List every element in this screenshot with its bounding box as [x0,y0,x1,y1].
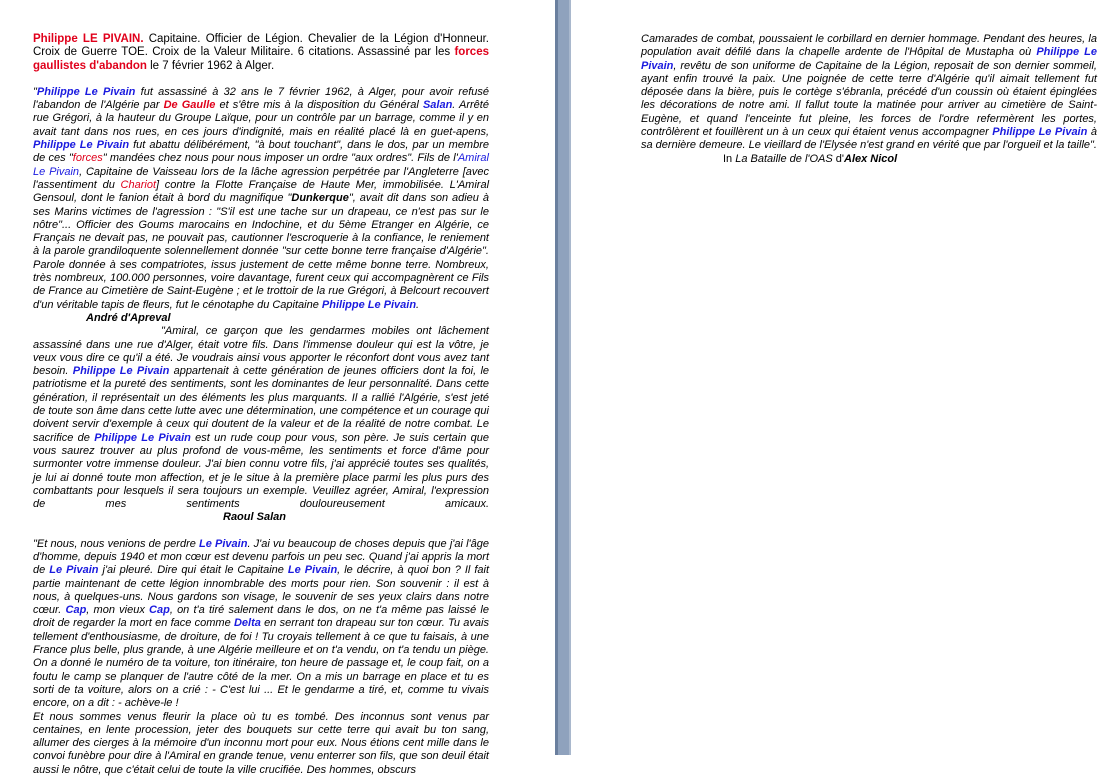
author-name: Alex Nicol [844,152,898,165]
name-highlight: Philippe Le Pivain [94,431,191,444]
name-highlight: Philippe Le Pivain [72,365,170,378]
text-run: , on t'a tiré salement dans le dos, on ne t'a même pas laissé le droit de regarder la mort en face comme [33,604,489,630]
quote-mark: " [33,85,37,98]
heading-name: Philippe LE PIVAIN. [33,33,144,45]
text-run: , mon vieux [86,604,150,617]
text-run: . Arrêté rue Grégori, à la hauteur du Groupe Laïque, pour un contrôle par un barrage, comme il y en avait tant dans nos rues, en ces jours d'indignité, mais en réalité placé là en guet-apens, [33,99,489,138]
credit-prefix: In [723,152,736,165]
text-run: Camarades de combat, poussaient le corbillard en dernier hommage. Pendant des heures, la population avait défilé dans la chapelle ardente de l'Hôpital de Mustapha où [641,33,1097,59]
heading-forces: forces gaullistes d'abandon [33,46,489,72]
tribute-paragraph [33,538,489,711]
name-highlight: Le Pivain [287,564,338,577]
text-run: , revêtu de son uniforme de Capitaine de la Légion, reposait de son dernier sommeil, ayant enfin trouvé la paix. Une poignée de cette terre d'Algérie qu'il aimait tellement fut déposée dans la bière, puis le cortège s'ébranla, précédé d'un coussin où étaient épinglées les décorations de notre ami. Il fallut toute la matinée pour arriver au cimetière de Saint-Eugène, et quand l'enceinte fut pleine, les forces de l'ordre refermèrent les portes, contrôlèrent et fouillèrent un à un ceux qui étaient venus accompagner [641,59,1097,139]
heading-text: Capitaine. Officier de Légion. Chevalier de la Légion d'Honneur. Croix de Guerre TOE. Croix de la Valeur Militaire. 6 citations. Assassiné par les [33,33,489,59]
book-title: La Bataille de l'OAS [735,152,833,165]
text-run: ", avait dit dans son adieu à ses Marins victimes de l'agression : "S'il est une tache sur un drapeau, ce n'est pas sur le nôtre"... Officier des Goums marocains en Indochine, et du 5ème Etranger en Algérie, ce Français ne devait pas, ne pouvait pas, cautionner l'escroquerie à la confiance, le reniement à la parole grandiloquente solennellement donnée "sur cette bonne terre française d'Algérie". Parole donnée à ses compatriotes, issus justement de cette même bonne terre. Nombreux, très nombreux, 100.000 personnes, voire davantage, furent ceux qui accompagnèrent ce Fils de France au Cimetière de Saint-Eugène ; et le trottoir de la rue Grégori, à Belcourt recouvert d'un véritable tapis de fleurs, fut le cénotaphe du Capitaine [33,192,489,311]
page-gutter [555,0,571,755]
signature-andre: André d'Apreval [86,311,171,324]
amiral-highlight: Amiral Le Pivain [33,152,489,178]
text-run: ] contre la Flotte Française de Haute Mer, immobilisée. L'Amiral Gensoul, dont le fanion était à bord du magnifique " [33,178,490,205]
funeral-paragraph: Et nous sommes venus fleurir la place où tu es tombé. Des inconnus sont venus par centaines, en lente procession, jeter des bouquets sur cette terre qui avait bu ton sang, allumer des cierges à la mémoire d'un inconnu mort pour eux. Nous étions cent mille dans le convoi funèbre pour dire à l'Amiral en grande tenue, venu enterrer son fils, que son deuil était aussi le nôtre, que c'était celui de toute la ville crucifiée. Des hommes, obscurs [33,710,489,776]
text-run: "Amiral, ce garçon que les gendarmes mobiles ont lâchement assassiné dans une rue d'Alger, était votre fils. Dans l'immense douleur qui est la vôtre, je veux vous dire ce qu'il a été. Je voudrais ainsi vous apporter le réconfort dont vous avez tant besoin. [33,325,489,378]
chariot-highlight: Chariot [120,178,157,191]
cap-highlight: Cap [65,604,87,617]
text-run: j'ai pleuré. Dire qui était le Capitaine [98,564,288,577]
name-highlight: Philippe Le Pivain [33,139,130,152]
text-run: appartenait à cette génération de jeunes officiers dont la foi, le patriotisme et la pureté des sentiments, sont les dominantes de leur personnalité. Dans cette génération, il représentait un des éléments les plus marquants. Il a rallié l'Algérie, s'est jeté de toute son âme dans cette lutte avec une détermination, une compétence et un courage qui doivent servir d'exemple à ceux qui doutent de la valeur et de la réalité de notre combat. Le sacrifice de [33,365,489,444]
salan-letter-paragraph [33,325,489,524]
name-highlight: Philippe Le Pivain [321,298,417,311]
text-run: fut assassiné à 32 ans le 7 février 1962, à Alger, pour avoir refusé l'abandon de l'Algérie par [33,85,489,112]
text-run: . [416,298,420,311]
biography-paragraph [33,86,489,312]
name-highlight: Le Pivain [199,537,248,550]
signature-raoul: Raoul Salan [223,511,286,524]
text-run: et s'être mis à la disposition du Général [215,99,423,112]
continuation-paragraph [641,33,1097,153]
credit-mid: d' [832,152,845,165]
left-page [0,0,555,776]
degaulle-highlight: De Gaulle [163,99,216,112]
name-highlight: Philippe Le Pivain [641,46,1097,72]
name-highlight: Philippe Le Pivain [992,126,1088,139]
heading-date: le 7 février 1962 à Alger. [146,59,275,72]
text-run: est un rude coup pour vous, son père. Je suis certain que vous saurez trouver au plus profond de vous-même, les sentiments et force d'âme pour surmonter votre immense douleur. J'ai bien connu votre fils, j'ai apprécié toutes ses qualités, je lui ai donné toute mon affection, et je le situe à la première place parmi les plus purs des combattants pour lesquels il sera toujours un exemple. Veuillez agréer, Amiral, l'expression de mes sentiments douloureusement amicaux. [33,431,489,511]
right-page [571,0,1111,755]
text-run: en serrant ton drapeau sur ton cœur. Tu avais tellement d'enthousiasme, de droiture, de foi ! Tu croyais tellement à ce que tu faisais, à une France plus belle, plus grande, à une Algérie meilleure et on t'a vendu, on t'a tendu un piège. On a donné le numéro de ta voiture, ton itinéraire, ton heure de passage et, le coup fait, on a foutu le camp se planquer de l'autre côté de la mer. On a mis un barrage en place et tu es sorti de ta voiture, alors on a crié : - C'est lui ... Et le gendarme a tiré, et, comme tu vivais encore, on a dit : - achève-le ! [33,617,489,710]
text-run: à sa dernière demeure. Le vieillard de l'Elysée n'est grand en vérité que par l'orgueil et la taille". [641,126,1097,152]
text-run: " mandées chez nous pour nous imposer un ordre "aux ordres". Fils de l' [102,152,458,165]
cap-highlight: Cap [149,604,170,617]
text-run: fut abattu délibérément, "à bout touchant", dans le dos, par un membre de ces " [33,139,489,165]
dunkerque-highlight: Dunkerque [291,192,349,205]
name-highlight: Le Pivain [49,564,99,577]
left-page-content [33,33,489,777]
salan-highlight: Salan [422,99,453,112]
forces-highlight: forces [72,152,103,165]
delta-highlight: Delta [233,617,261,630]
text-run: . J'ai vu beaucoup de choses depuis que j'ai l'âge d'homme, depuis 1940 et mon cœur est devenu parfois un peu sec. Quand j'ai appris la mort de [33,537,490,577]
text-run: , Capitaine de Vaisseau lors de la lâche agression perpétrée par l'Angleterre [avec l'assentiment du [33,165,489,191]
text-run: "Et nous, nous venions de perdre [33,537,200,550]
name-highlight: Philippe Le Pivain [36,85,136,98]
source-credit [641,153,1097,166]
right-page-content [641,33,1097,166]
text-run: , le décrire, à quoi bon ? Il fait partie maintenant de cette légion innombrable des morts pour rien. Son souvenir : il est à nous, à quelques-uns. Nous gardons son visage, le souvenir de ses yeux clairs dans notre cœur. [33,564,490,617]
heading-paragraph [33,33,489,73]
